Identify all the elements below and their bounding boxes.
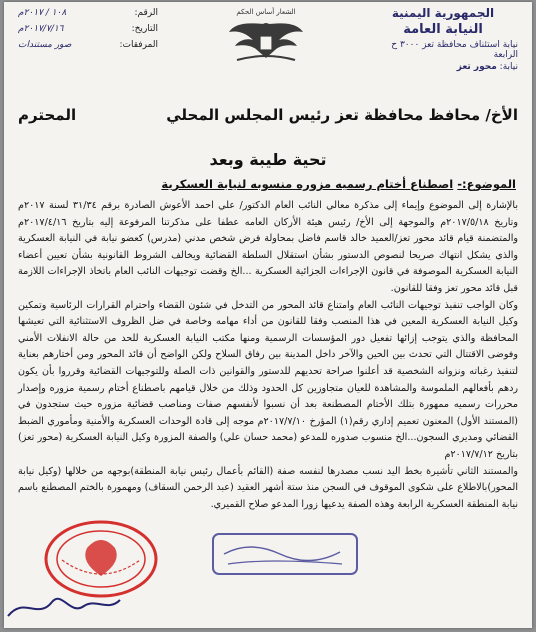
subject-line [20, 177, 516, 191]
letterhead-center [218, 8, 314, 64]
greeting: تحية طيبة وبعد [209, 150, 327, 169]
attachments-row [18, 40, 158, 50]
yemen-eagle-emblem-icon [227, 18, 305, 64]
attachments-label: المرفقات: [119, 40, 158, 50]
letter-body [18, 198, 518, 513]
letter-page [4, 2, 532, 628]
letterhead-left [18, 8, 158, 56]
subject-label: الموضوع:- [457, 177, 516, 191]
date-value: ٢٠١٧/٧/١٦م [18, 24, 64, 34]
letterhead-right [368, 6, 518, 72]
number-value: ١٠٨ / ٢٠١٧م [18, 8, 67, 18]
authority-name: النيابة العامة [403, 22, 483, 37]
date-label: التاريخ: [131, 24, 158, 34]
attachments-value: صور مستندات [18, 40, 72, 50]
office-handwritten: ٣٠٠٠ ح الرابعة [391, 40, 518, 60]
blue-seal-stamp-icon [210, 530, 360, 578]
prosecution-label: نيابة: [499, 62, 518, 72]
handwritten-signature-icon [4, 586, 124, 626]
date-row [18, 24, 158, 34]
address-line [18, 106, 518, 124]
honorific: المحترم [18, 106, 77, 124]
subject-text: اصطناع أختام رسميه مزوره منسوبه لنيابة العسكرية [161, 177, 454, 191]
prosecution-handwritten: محور تعز [456, 62, 497, 72]
office-line [368, 40, 518, 60]
office-name: نيابة استئناف محافظة تعز [422, 40, 518, 50]
number-row [18, 8, 158, 18]
prosecution-line [368, 62, 518, 72]
recipient: الأخ/ محافظ محافظة تعز رئيس المجلس المحلي [166, 106, 518, 124]
paragraph: بالإشارة إلى الموضوع وإيماء إلى مذكرة معالي النائب العام الدكتور/ علي احمد الأعوش الصادرة برقم ٣١/٣٤ لسنة ٢٠١٧م وتاريخ ٢٠١٧/٥/١٨م والموجهة إلى الأخ/ رئيس هيئة الأركان العامه عطفا على مذكرتنا المرفوعة إليه بتاريخ ٢٠١٧/٤/١٦م والمتضمنة قيام قائد محور تعز/العميد خالد قاسم فاضل بمحاولة فرض شخص مدني (مدرس) كعضو نيابة في النيابة العسكرية والذي يشكل انتهاك صريحا لنصوص الدستور بشأن استقلال السلطة القضائية ويخالف الشروط القانونية بشأن تعيين أعضاء النيابة العسكرية الموصوفة في قانون الإجراءات الجزائية العسكرية ...الخ وقضت توجيهات النائب العام باتخاذ الإجراءات اللازمة قبل قائد محور تعز وفقا للقانون. [18, 200, 518, 294]
republic-name: الجمهورية اليمنية [391, 6, 495, 20]
paragraph: وكان الواجب تنفيذ توجيهات النائب العام وامتناع قائد المحور من التدخل في شئون القضاء واحترام القرارات الرئاسية وتمكين وكيل النيابة العسكرية المعين في هذا المنصب وفقا للقانون من أداء مهامه وخاصة في ضل الظروف الاستثنائية التي تعيشها المحافظة والذي يتوجب إزائها تفعيل دور المؤسسات الرسمية ومنها مكتب النيابة العسكرية للحد من حالة الانفلات الأمني وفوضى الاقتتال التي تحدث بين الحين والآخر داخل المدينة بين رفاق السلاح ولكن الواضح أن قائد المحور ومن أختارهم بعناية لتنفيذ رغباته ونزواته الشخصية قد أعلنوا صراحة تحديهم للدستور والقوانين ذات الصلة وللتوجيهات القضائية وقرروا بأن يكون ردهم بأفعالهم الملموسة والمشاهدة للعيان متجاوزين كل الحدود وذلك من خلال قيامهم باصطناع أختام رسمية مزوره وإصدار محررات رسميه ممهورة بتلك الأختام المصطنعة بعد أن نسبوا لأنفسهم صفات ومناصب قضائية مزوره حيث ستجدون في (المستند الأول) المعنون تعميم إداري رقم(١) المؤرخ ٢٠١٧/٧/١٠م موجه إلى قادة الوحدات العسكرية والأمنية ومأموري الضبط القضائي ومديري السجون...الخ منسوب صدوره للمدعو (محمد حسان علي) والصفة المزورة وكيل النيابة العسكرية (محور تعز) بتاريخ ٢٠١٧/٧/١٢م [18, 299, 518, 460]
number-label: الرقم: [134, 8, 158, 18]
paragraph: والمستند الثاني تأشيرة بخط اليد نسب مصدرها لنفسه صفة (القائم بأعمال رئيس نيابة المنطقة)بوجهه من خلالها (وكيل نيابة المحور)بالاطلاع على شكوى الموقوف في السجن منذ ستة أشهر العقيد (عبد الرحمن السقاف) ومهمورة بالختم المصطنع باسم نيابة المنطقة العسكرية الرابعة وهذه الصفة يدعيها زورا المدعو صلاح القميري. [18, 465, 518, 510]
motto: الشعار أساس الحكم [236, 8, 296, 16]
